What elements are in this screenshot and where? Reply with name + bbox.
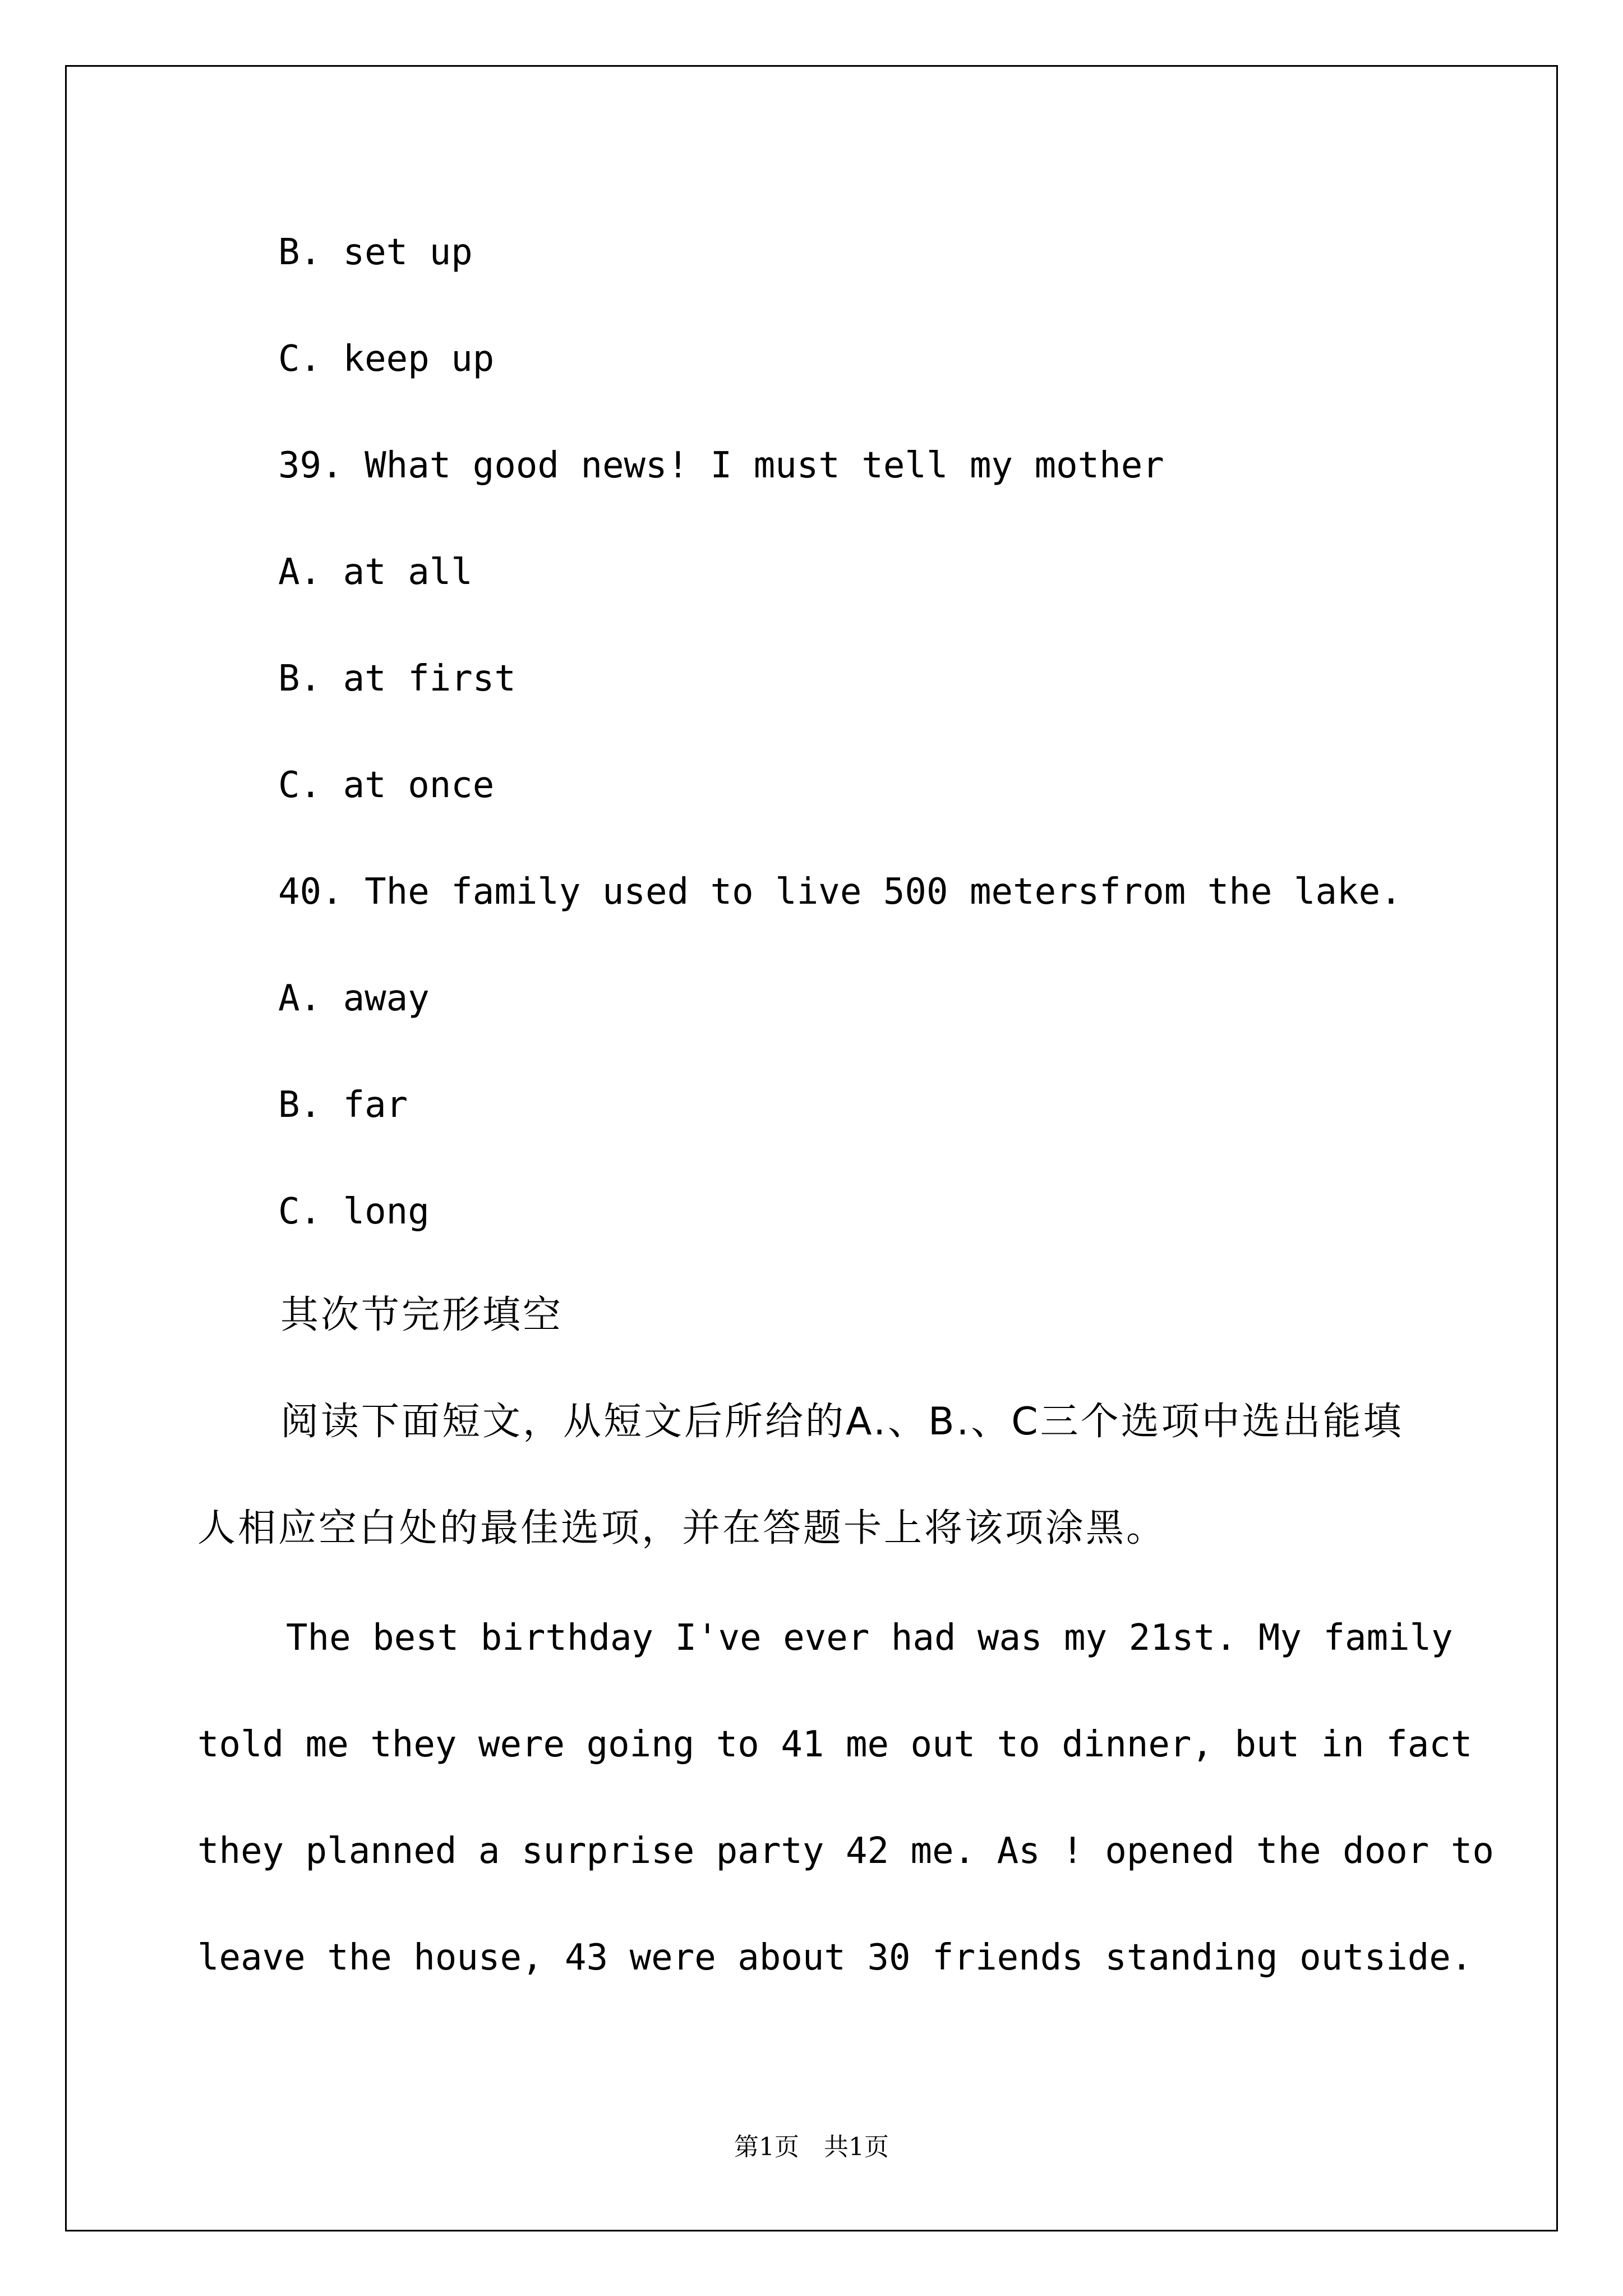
option-c-at-once: C. at once — [278, 765, 495, 806]
passage-line-4: leave the house, 43 were about 30 friends standing outside. — [197, 1937, 1473, 1978]
passage-line-3: they planned a surprise party 42 me. As ! opened the door to — [197, 1830, 1494, 1872]
section-title: 其次节完形填空 — [280, 1293, 564, 1337]
option-b-at-first: B. at first — [278, 658, 516, 700]
option-b-far: B. far — [278, 1084, 408, 1126]
instructions-line-1: 阅读下面短文，从短文后所给的A.、B.、C三个选项中选出能填 — [280, 1400, 1404, 1444]
instructions-line-2: 人相应空白处的最佳选项，并在答题卡上将该项涂黑。 — [197, 1506, 1167, 1550]
option-a-at-all: A. at all — [278, 551, 473, 593]
page-footer: 第1页 共1页 — [734, 2133, 889, 2161]
option-a-away: A. away — [278, 978, 430, 1019]
passage-line-1: The best birthday I've ever had was my 21st. My family — [286, 1617, 1453, 1659]
option-b-set-up: B. set up — [278, 232, 473, 273]
option-c-long: C. long — [278, 1191, 430, 1232]
page-border — [65, 65, 1558, 2231]
option-c-keep-up: C. keep up — [278, 338, 495, 380]
question-40: 40. The family used to live 500 metersfrom the lake. — [278, 871, 1402, 913]
question-39: 39. What good news! I must tell my mother — [278, 445, 1164, 486]
passage-line-2: told me they were going to 41 me out to dinner, but in fact — [197, 1724, 1473, 1765]
